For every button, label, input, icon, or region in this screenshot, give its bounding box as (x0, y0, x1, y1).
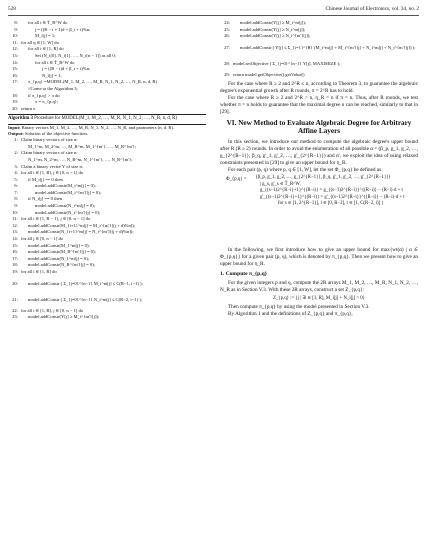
code-text: model.addConstr(M_i^{m'}[j] = 0); (35, 189, 101, 195)
paragraph: For each pair (p, q) where p, q ∈ [1, W], let the set Φ_{p,q} be defined as (228, 166, 382, 173)
line-number: 19: (12, 269, 18, 274)
code-line (8, 60, 206, 67)
code-line (8, 164, 206, 171)
code-text: for all i ∈ [1, R] do (21, 269, 57, 274)
line-number: 4: (14, 170, 18, 176)
code-line (8, 86, 206, 93)
algorithm-3-input: Input: Binary vectors M_1, M_2, …, M_R, N_1, N_2, …, N_R, and parameters (n, d, R). (8, 124, 175, 130)
code-text: for all i ∈ [1, R], j ∈ [0, n − 1] do (21, 170, 84, 176)
code-line (8, 243, 206, 250)
code-text: Claim binary vectors of size n: (21, 137, 78, 143)
code-line (8, 20, 206, 27)
line-number: 14: (12, 59, 18, 65)
code-text: for all t ∈ T̄_R^W do (35, 59, 75, 65)
code-line (8, 276, 206, 292)
line-number: 6: (14, 183, 18, 189)
line-number: 14: (12, 236, 18, 242)
code-line (8, 229, 206, 236)
line-number: 10: (12, 33, 18, 39)
line-number: 15: (12, 242, 18, 248)
subsection-title: 1. Compute π_{p,q} (220, 271, 267, 278)
code-line (8, 33, 206, 40)
code-text: model.setObjective ( Σ_{j=0}^{n−1} Y[j], MAXIMIZE ); (233, 60, 341, 66)
code-line (8, 66, 206, 73)
code-text: N_1^m, N_2^m, …, N_R^m, N_1^{m'}, …, N_R^{m'}; (28, 156, 133, 162)
code-line (8, 46, 206, 53)
code-text: Claim a binary vector Y of size n; (21, 163, 84, 169)
code-line (220, 40, 418, 56)
algorithm-3-label: Algorithm 3 (8, 116, 33, 122)
equation-label: Φ_{p,q} = (226, 177, 247, 183)
code-text: model.addConstr(N_1^m[j] = 0); (28, 255, 90, 261)
line-number: 23: (12, 314, 18, 320)
paragraph: For the case where R ≥ 2 and 2^R > n, η_R = n if π = n. Thus, after R rounds, we test whether π = n holds to guarantee that the maximal degree n can be reached, similarly to that in [29]. (220, 95, 418, 115)
code-text: j = ((R − i + 1)d + β_t + t)%n; (35, 26, 91, 32)
line-number: 16: (12, 249, 18, 255)
line-number: 29: (224, 71, 230, 77)
line-number: 3: (14, 163, 18, 169)
code-line (8, 223, 206, 230)
code-text: N_i[j] = 1; (42, 72, 62, 78)
code-line (8, 157, 206, 164)
paragraph: In this section, we introduce our method to compute the algebraic degree's upper bound after R (R ≥ 2) rounds. In order to avoid the enumeration of all possible α = (β_p, g_1, g_2, …, g_{2^{R−1}}, β_q, g'_1, g'_2, …, g'_{2^{R−1}}) and α', we exploit the idea of using relaxed constraints presented in [29] to give an upper bound for η_R. (220, 138, 418, 166)
code-line (220, 27, 418, 34)
code-text: for all i ∈ [1, R], j ∈ [0, n − 1] do (21, 307, 84, 313)
code-text: model.addConstr(N_R^{m'}[j] = 0); (28, 262, 96, 268)
line-number: 17: (12, 79, 18, 85)
code-line (8, 256, 206, 263)
paragraph: Then compute π_{p,q} by using the model presented in Section V.3. (228, 304, 370, 311)
code-text: model.addConstr(Y[j] ≥ N_i^m[j]); (240, 26, 306, 32)
line-number: 8: (14, 196, 18, 202)
paragraph: In the following, we first introduce how to give an upper bound for max{wt(α) | α ∈ Φ_{p,q}} for a given pair (p, q), which is denoted by π_{p,q}. Then we present how to give an upper bound for η_R. (220, 247, 418, 268)
left-column (8, 20, 206, 321)
code-line (8, 177, 206, 184)
algorithm-3-title (8, 115, 206, 124)
code-text: if N_i[j] == 0 then (28, 196, 63, 202)
code-line (8, 262, 206, 269)
line-number: 28: (224, 60, 230, 66)
code-text: model.addConstr(Y[j] ≥ N_i^{m'}[j]); (240, 33, 311, 39)
code-line (8, 196, 206, 203)
line-number: 13: (12, 52, 18, 58)
code-line (8, 79, 206, 86)
equation-z: Z_{p,q} := {j | ∃i ∈ [1, R], M_i[j] + N_i[j] > 0} (273, 295, 365, 301)
code-line (220, 72, 418, 79)
code-line (8, 40, 206, 47)
algorithm-2-lines (8, 20, 206, 112)
code-text: j = ((R − i)d + β_t + t)%n; (42, 66, 91, 72)
line-number: 1: (14, 137, 18, 143)
code-text: if π_{p,q} > π do (28, 92, 60, 98)
code-text: for all j ∈ [0, n − 1] do (21, 236, 64, 242)
line-number: 13: (12, 229, 18, 235)
line-number: 18: (12, 262, 18, 268)
code-line (8, 292, 206, 308)
line-number: 17: (12, 255, 18, 261)
paragraph: By Algorithm 1 and the definitions of Z_{p,q} and π_{p,q}, (228, 311, 353, 318)
code-line (8, 314, 206, 321)
algorithm-3-output: Output: Solution of the objective function. (8, 130, 88, 136)
algorithm-3-steps (8, 170, 206, 321)
line-number: 16: (12, 72, 18, 78)
code-text: model.addConstr(M_1^m[j] = 0); (28, 242, 90, 248)
code-text: return model.getObjective().getValue() (233, 71, 305, 77)
line-number: 11: (12, 39, 18, 45)
code-text: for all i ∈ [1, R] do (28, 46, 64, 52)
algorithm-3-caption: Procedure for MODEL(M_1, M_2, …, M_R, N_1, N_2, …, N_R, n, d, R) (34, 116, 177, 122)
line-number: 10: (12, 209, 18, 215)
code-text: model.addConstr(Y[j] ≥ M_i^{m'}[j]); (28, 314, 100, 320)
line-number: 25: (224, 26, 230, 32)
code-text: model.addConstr(M_{i+1}^m[j] = M_i^{m'}[(j + d)%n]); (28, 222, 136, 228)
code-text: model.addConstr(N_i^{m'}[j] = 0); (35, 209, 101, 215)
code-line (8, 73, 206, 80)
line-number: 20: (12, 280, 18, 286)
line-number: 12: (12, 46, 18, 52)
line-number: 18: (12, 92, 18, 98)
code-text: for all i ∈ [1, R − 1], j ∈ [0, n − 1] do (21, 216, 91, 222)
code-text: π_{p,q} =MODEL(M_1, M_2, …, M_R, N_1, N_2, …, N_R, n, d, R) (28, 79, 158, 85)
code-text: //Come to the Algorithm 3; (28, 85, 78, 91)
algorithm-3-claims (8, 137, 206, 170)
code-text: M_i[j] = 1; (35, 33, 56, 39)
code-line (8, 216, 206, 223)
paragraph: For the given integers p and q, compute the 2R arrays M_1, M_2, …, M_R, N_1, N_2, …, N_R as in Section V.3. With these 2R arrays, construct a set Z_{p,q}: (220, 280, 418, 294)
algorithm-3-steps-continued (220, 20, 418, 78)
line-number: 9: (14, 203, 18, 209)
code-line (8, 27, 206, 34)
code-line (8, 137, 206, 144)
line-number: 2: (14, 150, 18, 156)
code-text: for all q ∈ [1, W] do (21, 39, 59, 45)
code-text: model.addConstr(N_{i+1}^m[j] = N_i^{m'}[(j + d)%n]); (28, 229, 134, 235)
code-text: model.addConstr ( Σ_{j=0}^{n−1} M_i^m[j] ≤ C(R−1, i−1) ); (28, 280, 143, 286)
line-number: 7: (14, 189, 18, 195)
line-number: 15: (12, 66, 18, 72)
code-line (8, 236, 206, 243)
line-number: 21: (12, 296, 18, 302)
code-line (220, 33, 418, 40)
code-text: M_1^m, M_2^m, …, M_R^m, M_1^{m'}, …, M_R^{m'}; (28, 143, 137, 149)
code-line (8, 170, 206, 177)
code-line (8, 183, 206, 190)
code-line (8, 106, 206, 113)
code-text: if M_i[j] == 0 then (28, 176, 63, 182)
code-line (8, 99, 206, 106)
line-number: 5: (14, 176, 18, 182)
line-number: 27: (224, 44, 230, 50)
header-rule (8, 15, 419, 16)
code-line (220, 20, 418, 27)
code-line (8, 203, 206, 210)
code-text: model.addConstr(M_i^m[j] = 0); (35, 183, 96, 189)
code-text: model.addConstr ( Σ_{j=0}^{n−1} N_i^m[j] ≤ C(R−2, i−1) ); (28, 296, 143, 302)
paragraph: For the case where R ≥ 2 and 2^R ≤ n, according to Theorem 3, to guarantee the algebraic degree's exponential growth after R rounds, π = 2^R has to hold. (220, 81, 418, 95)
algorithm-3 (8, 114, 206, 320)
code-text: model.addConstr(Y[j] ≥ M_i^m[j]); (240, 20, 307, 25)
line-number: 24: (224, 20, 230, 25)
line-number: 11: (12, 216, 18, 222)
section-title: VI. New Method to Evaluate Algebraic Degree for Arbitrary Affine Layers (226, 118, 412, 136)
code-line (8, 93, 206, 100)
algorithm-2-continuation (8, 20, 206, 112)
right-column (220, 20, 418, 318)
line-number: 9: (14, 26, 18, 32)
code-text: for all t ∈ T̄_R^W do (28, 20, 68, 25)
code-line (220, 56, 418, 72)
code-line (8, 144, 206, 151)
line-number: 26: (224, 33, 230, 39)
equation-phi: Φ_{p,q} = (β_p, g_1, g_2, …, g_{2^{R−1}}, β_q, g'_1, g'_2, …, g'_{2^{R−1}}) | g_s, g'_s ∈ T̄_R^W, g_{(s−1)2^{R−i}+1}^{(R−i)} = g_{(s−1)2^{R−i}}^{(R−i)} − (R−i)·d + t g'_{(s−1)2^{R−i}+1}^{(R−i)} = g'_{(s−1)2^{R−i}}^{(R−i)} − (R−i)·d + t for s ∈ [1, 2^{R−1}], i ∈ [0, R−2], t ∈ [1, C(R−2, i)] } (226, 175, 405, 207)
code-line (8, 150, 206, 157)
code-text: model.addConstr ( Y[j] ≤ Σ_{i=1}^{R} (M_i^m[j] + M_i^{m'}[j] + N_i^m[j] + N_i^{m'}[j]) ); (240, 44, 416, 50)
line-number: 8: (14, 20, 18, 25)
code-text: Set (N_i[0], N_i[1], …, N_i[n − 1]) as all 0; (35, 52, 116, 58)
code-text: model.addConstr(M_R^{m'}[j] = 0); (28, 249, 96, 255)
code-text: Claim binary vectors of size n: (21, 150, 78, 156)
code-line (8, 308, 206, 315)
code-text: model.addConstr(N_i^m[j] = 0); (35, 203, 95, 209)
code-text: π = π_{p,q}; (35, 99, 59, 105)
line-number: 12: (12, 222, 18, 228)
line-number: 19: (12, 99, 18, 105)
code-line (8, 269, 206, 276)
code-text: return π (21, 105, 36, 111)
journal-name: Chinese Journal of Electronics, vol. 34, no. 2 (325, 6, 419, 12)
line-number: 22: (12, 307, 18, 313)
code-line (8, 249, 206, 256)
line-number: 20: (12, 105, 18, 111)
page-number: 528 (8, 6, 16, 12)
code-line (8, 53, 206, 60)
code-line (8, 210, 206, 217)
code-line (8, 190, 206, 197)
